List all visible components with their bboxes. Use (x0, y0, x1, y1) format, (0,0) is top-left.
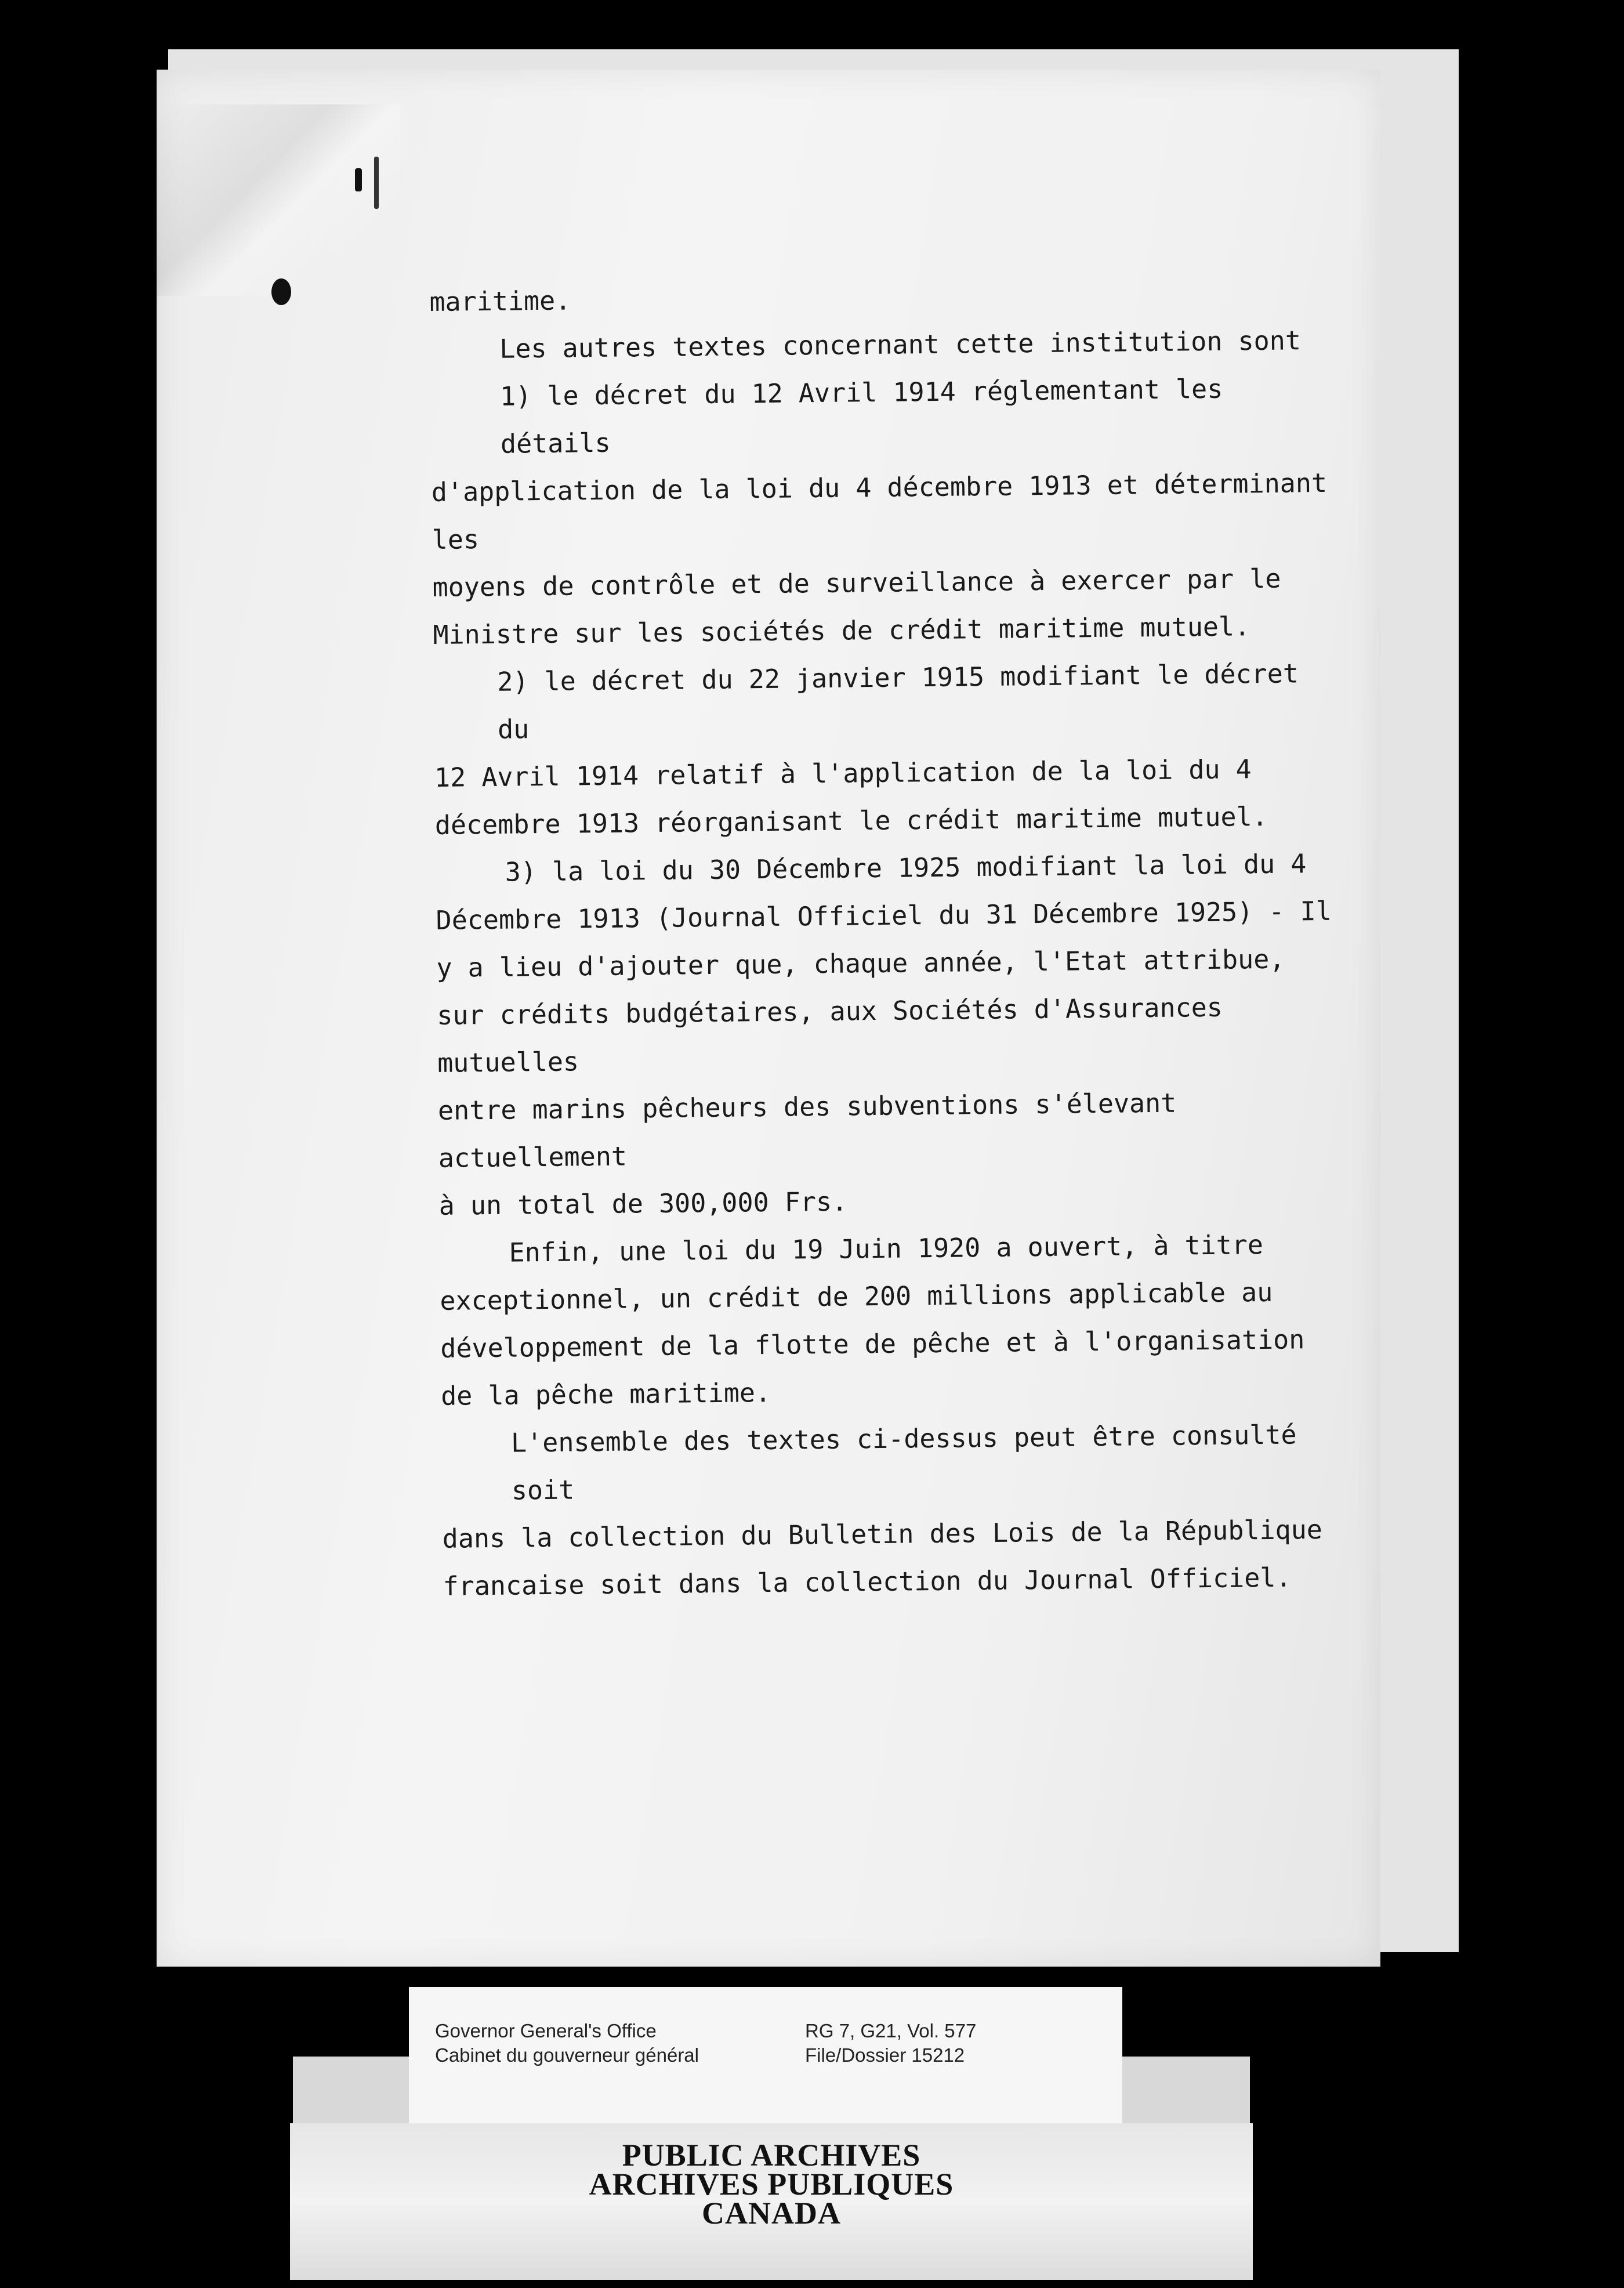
text-line: entre marins pêcheurs des subventions s'élevant actuellement (437, 1087, 1177, 1174)
ink-speck (374, 157, 379, 209)
slip-office (435, 2019, 699, 2068)
archives-stamp (464, 2138, 1079, 2231)
text-line: d'application de la loi du 4 décembre 1913 et déterminant les (431, 467, 1328, 555)
file-number: File/Dossier 15212 (805, 2044, 965, 2066)
text-line: exceptionnel, un crédit de 200 millions applicable au (440, 1276, 1273, 1316)
text-line: développement de la flotte de pêche et à l'organisation (440, 1324, 1305, 1364)
text-line: 12 Avril 1914 relatif à l'application de la loi du 4 (434, 754, 1252, 793)
record-group: RG 7, G21, Vol. 577 (805, 2020, 977, 2041)
text-line: Les autres textes concernant cette institution sont (499, 325, 1302, 364)
slip-reference (805, 2019, 976, 2068)
text-line: sur crédits budgétaires, aux Sociétés d'Assurances mutuelles (437, 991, 1223, 1078)
text-line: y a lieu d'ajouter que, chaque année, l'Etat attribue, (436, 943, 1285, 983)
office-french: Cabinet du gouverneur général (435, 2044, 699, 2066)
text-line: francaise soit dans la collection du Journal Officiel. (443, 1562, 1292, 1602)
text-line: 2) le décret du 22 janvier 1915 modifiant le décret du (497, 658, 1299, 745)
stamp-line-3: CANADA (702, 2196, 841, 2231)
typed-text (429, 269, 1348, 1610)
text-line: Enfin, une loi du 19 Juin 1920 a ouvert, à titre (509, 1229, 1264, 1268)
ink-speck (355, 168, 362, 191)
text-line: de la pêche maritime. (440, 1377, 771, 1411)
text-line: Décembre 1913 (Journal Officiel du 31 Décembre 1925) - Il (436, 895, 1332, 936)
text-line: décembre 1913 réorganisant le crédit maritime mutuel. (434, 801, 1268, 841)
text-line: dans la collection du Bulletin des Lois de la République (442, 1514, 1323, 1554)
ink-blot (271, 278, 291, 305)
stamp-line-1: PUBLIC ARCHIVES (622, 2138, 921, 2173)
text-line: à un total de 300,000 Frs. (438, 1186, 848, 1221)
text-line: moyens de contrôle et de surveillance à exercer par le (432, 563, 1281, 603)
text-line: 1) le décret du 12 Avril 1914 réglementant les détails (499, 373, 1223, 459)
office-english: Governor General's Office (435, 2020, 657, 2041)
text-line: maritime. (429, 285, 571, 317)
text-line: L'ensemble des textes ci-dessus peut être consulté soit (510, 1419, 1297, 1506)
stamp-line-2: ARCHIVES PUBLIQUES (589, 2167, 954, 2202)
text-line: 3) la loi du 30 Décembre 1925 modifiant la loi du 4 (505, 848, 1307, 888)
text-line: Ministre sur les sociétés de crédit maritime mutuel. (433, 611, 1250, 650)
page-crease (157, 104, 400, 296)
